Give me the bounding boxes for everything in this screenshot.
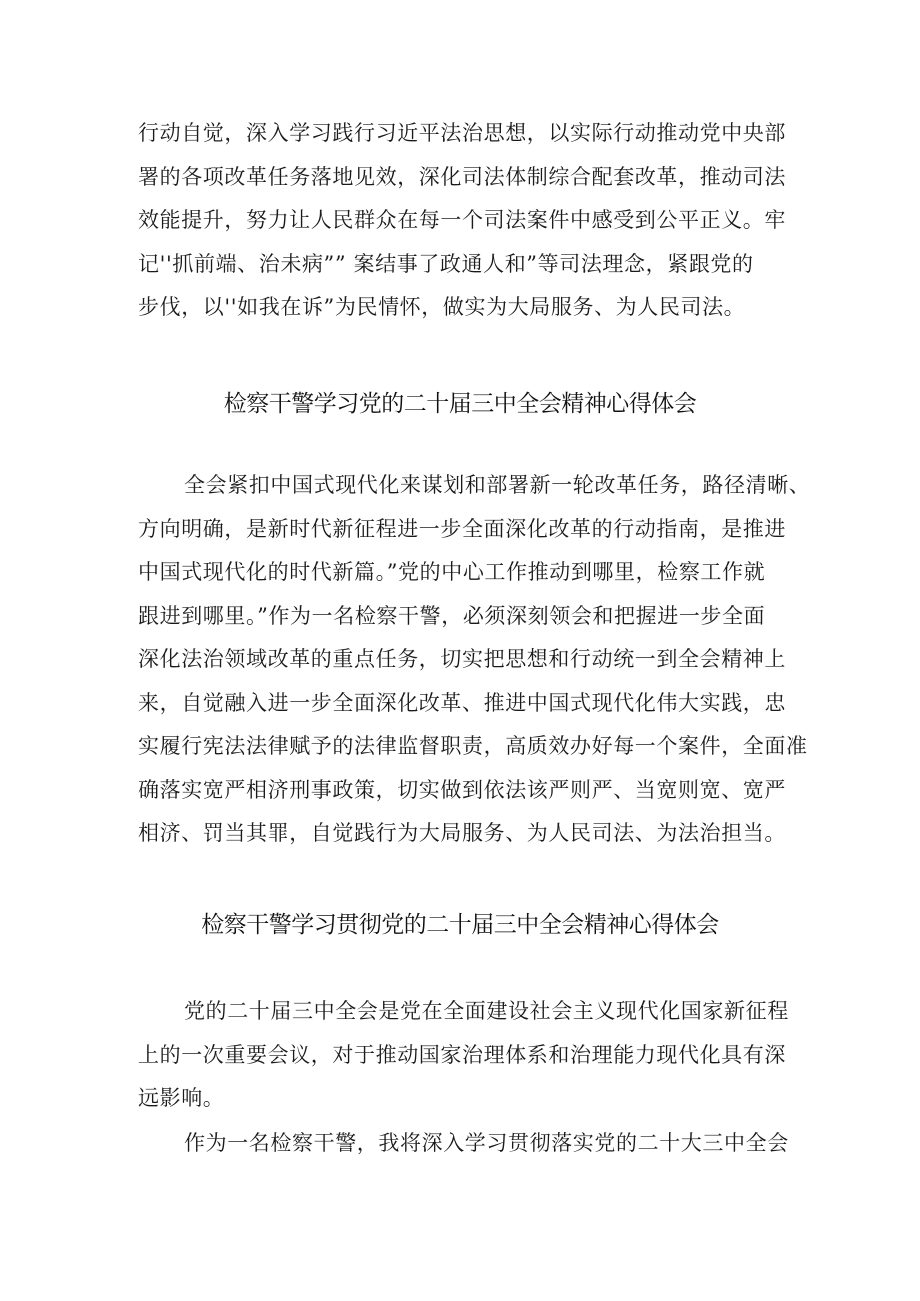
text-line: 作为一名检察干警，我将深入学习贯彻落实党的二十大三中全会 — [184, 1131, 789, 1155]
text-line: 跟进到哪里。”作为一名检察干警，必须深刻领会和把握进一步全面 — [138, 603, 766, 628]
text-line: 党的二十届三中全会是党在全面建设社会主义现代化国家新征程 — [184, 999, 789, 1023]
text-line: 相济、罚当其罪，自觉践行为大局服务、为人民司法、为法治担当。 — [138, 821, 786, 845]
text-line: 实履行宪法法律赋予的法律监督职责，高质效办好每一个案件，全面准 — [138, 734, 808, 758]
text-line: 上的一次重要会议，对于推动国家治理体系和治理能力现代化具有深 — [138, 1042, 786, 1067]
text-line: 署的各项改革任务落地见效，深化司法体制综合配套改革，推动司法 — [138, 164, 786, 189]
text-line: 远影响。 — [138, 1086, 225, 1110]
text-line: 行动自觉，深入学习践行习近平法治思想，以实际行动推动党中央部 — [138, 121, 786, 145]
section-2-title: 检察干警学习贯彻党的二十届三中全会精神心得体会 — [201, 912, 719, 938]
text-line: 深化法治领域改革的重点任务，切实把思想和行动统一到全会精神上 — [138, 647, 786, 671]
text-line: 全会紧扣中国式现代化来谋划和部署新一轮改革任务，路径清晰、 — [184, 473, 811, 497]
text-line: 记''抓前端、治未病”” 案结事了政通人和”等司法理念，紧跟党的 — [138, 251, 754, 276]
text-line: 来，自觉融入进一步全面深化改革、推进中国式现代化伟大实践，忠 — [138, 690, 786, 715]
section-2-paragraph-1 — [138, 990, 798, 1121]
intro-paragraph — [138, 112, 798, 330]
section-1-paragraph — [138, 464, 811, 856]
text-line: 步伐，以''如我在诉”为民情怀，做实为大局服务、为人民司法。 — [138, 295, 746, 319]
text-line: 效能提升，努力让人民群众在每一个司法案件中感受到公平正义。牢 — [138, 208, 786, 232]
text-line: 中国式现代化的时代新篇。”党的中心工作推动到哪里，检察工作就 — [138, 560, 766, 584]
section-2-paragraph-2 — [138, 1122, 798, 1166]
text-line: 方向明确，是新时代新征程进一步全面深化改革的行动指南，是推进 — [138, 516, 786, 541]
section-1-title: 检察干警学习党的二十届三中全会精神心得体会 — [223, 391, 697, 417]
text-line: 确落实宽严相济刑事政策，切实做到依法该严则严、当宽则宽、宽严 — [138, 777, 786, 802]
